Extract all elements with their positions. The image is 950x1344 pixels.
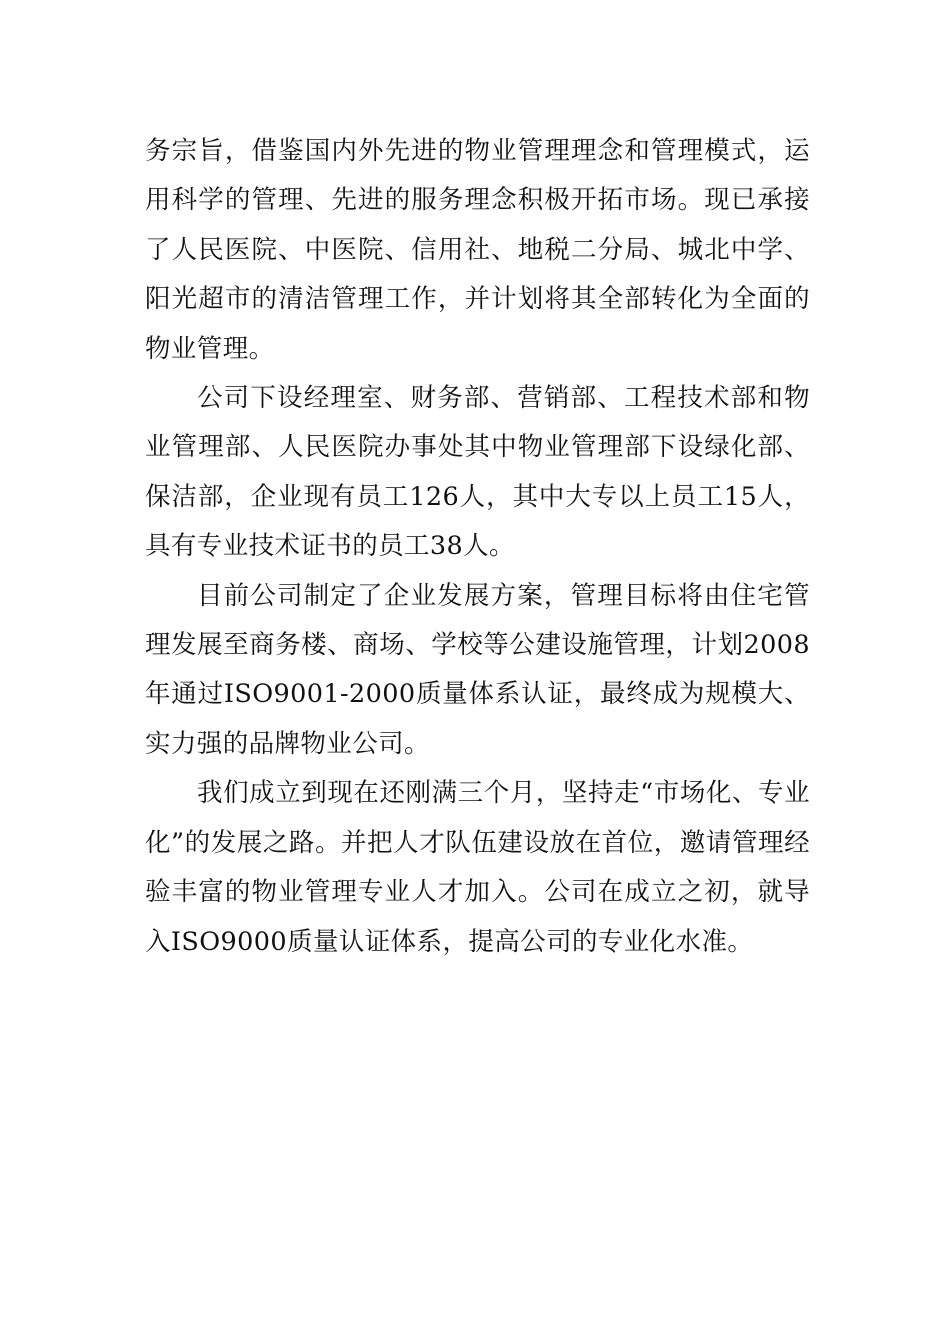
document-body (145, 127, 810, 967)
paragraph-3: 目前公司制定了企业发展方案，管理目标将由住宅管理发展至商务楼、商场、学校等公建设施管理，计划2008年通过ISO9001-2000质量体系认证，最终成为规模大、实力强的品牌物业公司。 (145, 580, 810, 759)
paragraph-1: 务宗旨，借鉴国内外先进的物业管理理念和管理模式，运用科学的管理、先进的服务理念积极开拓市场。现已承接了人民医院、中医院、信用社、地税二分局、城北中学、阳光超市的清洁管理工作，并计划将其全部转化为全面的物业管理。 (145, 136, 810, 364)
paragraph-4: 我们成立到现在还刚满三个月，坚持走“市场化、专业化”的发展之路。并把人才队伍建设放在首位，邀请管理经验丰富的物业管理专业人才加入。公司在成立之初，就导入ISO9000质量认证体系，提高公司的专业化水准。 (145, 778, 810, 957)
paragraph-2: 公司下设经理室、财务部、营销部、工程技术部和物业管理部、人民医院办事处其中物业管理部下设绿化部、保洁部，企业现有员工126人，其中大专以上员工15人，具有专业技术证书的员工38人。 (145, 383, 810, 562)
